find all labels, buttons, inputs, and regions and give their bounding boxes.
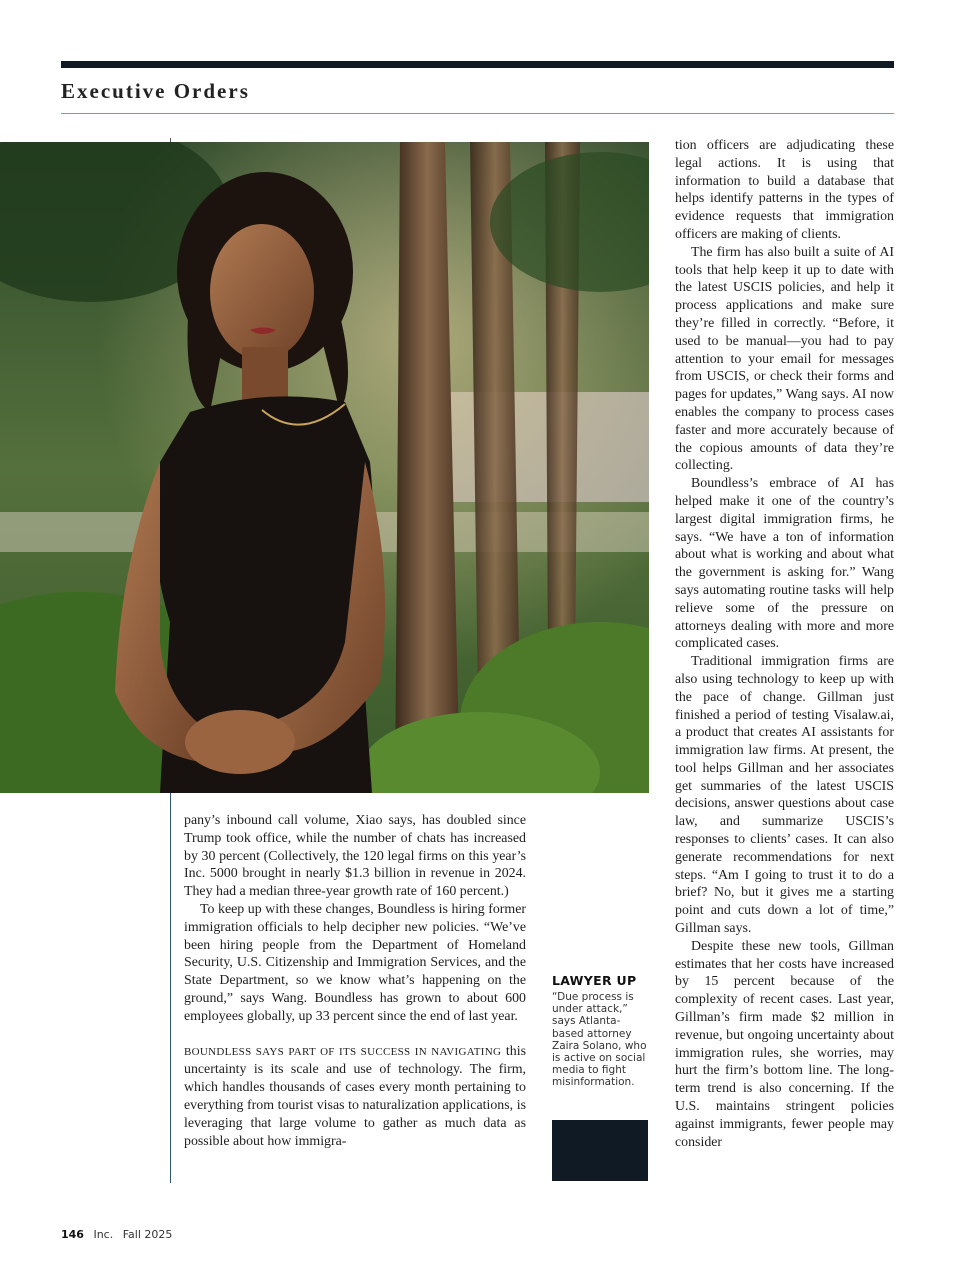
portrait-illustration xyxy=(0,142,649,793)
paragraph: Boundless’s embrace of AI has helped make it one of the country’s largest digital immigration firms, he says. “We have a ton of information about what is working and about what the government is asking for.” Wang says automating routine tasks will help relieve some of the pressure on attorneys dealing with more and more complicated cases. xyxy=(675,476,894,652)
portrait-photo xyxy=(0,142,649,793)
paragraph: tion officers are adjudicating these legal actions. It is using that information to build a database that helps identify patterns in the types of evidence requests that immigration officers are making of clients. xyxy=(675,138,894,242)
lead-in: BOUNDLESS SAYS PART OF ITS SUCCESS IN NAVIGATING xyxy=(184,1045,502,1058)
caption-color-block xyxy=(552,1120,648,1181)
paragraph-lead xyxy=(184,1043,526,1151)
paragraph: Traditional immigration firms are also using technology to keep up with the pace of change. Gillman just finished a period of testing Visalaw.ai, a product that creates AI assistants for immigration law firms. At present, the tool helps Gillman and her associates get summaries of the latest USCIS decisions, answer questions about case law, and summarize USCIS’s responses to clients’ cases. It can also generate recommendations for next steps. “Am I going to trust it to do a brief? No, but it gives me a starting point and cuts down a lot of time,” Gillman says. xyxy=(675,654,894,937)
magazine-name: Inc. xyxy=(93,1228,114,1241)
paragraph: pany’s inbound call volume, Xiao says, has doubled since Trump took office, while the number of chats has increased by 30 percent (Collectively, the 120 legal firms on this year’s Inc. 5000 brought in nearly $1.3 billion in revenue in 2024. They had a median three-year growth rate of 160 percent.) xyxy=(184,813,526,900)
page-footer xyxy=(61,1228,172,1241)
caption-heading: LAWYER UP xyxy=(552,973,637,988)
column-rule xyxy=(170,793,171,1183)
article-column-right xyxy=(675,137,894,1151)
paragraph: The firm has also built a suite of AI tools that help keep it up to date with the latest USCIS policies, and help it process applications and make sure they’re filled in correctly. “Before, it used to be manual—you had to pay attention to your email for messages from USCIS, or check their forms and pages for updates,” Wang says. AI now enables the company to process cases faster and more accurately because of the copious amounts of data they’re collecting. xyxy=(675,244,894,474)
top-rule xyxy=(61,61,894,68)
article-column-middle xyxy=(184,812,526,1150)
page-number: 146 xyxy=(61,1228,84,1241)
paragraph: Despite these new tools, Gillman estimates that her costs have increased by 15 percent because of the complexity of recent cases. Last year, Gillman’s firm made $2 million in revenue, but ongoing uncertainty about immigration rules, she worries, may hurt the firm’s bottom line. The long-term trend is also concerning. If the U.S. maintains stringent policies against immigrants, fewer people may consider xyxy=(675,938,894,1150)
photo-hands xyxy=(185,710,295,774)
caption-text: “Due process is under attack,” says Atlanta-based attorney Zaira Solano, who is active on social media to fight misinformation. xyxy=(552,991,647,1089)
photo-face xyxy=(210,224,314,360)
section-rule xyxy=(61,113,894,114)
photo-caption xyxy=(552,973,648,1089)
section-title: Executive Orders xyxy=(61,79,250,103)
paragraph: To keep up with these changes, Boundless is hiring former immigration officials to help decipher new policies. “We’ve been hiring people from the Department of Homeland Security, U.S. Citizenship and Immigration Services, and the State Department, so we know what’s happening on the ground,” says Wang. Boundless has grown to about 600 employees globally, up 33 percent since the end of last year. xyxy=(184,901,526,1024)
lead-rest: this uncertainty is its scale and use of technology. The firm, which handles thousands of cases every month pertaining to everything from tourist visas to naturalization applications, is leveraging that large volume to gather as much data as possible about how immigra- xyxy=(184,1043,526,1149)
issue-date: Fall 2025 xyxy=(122,1228,173,1241)
